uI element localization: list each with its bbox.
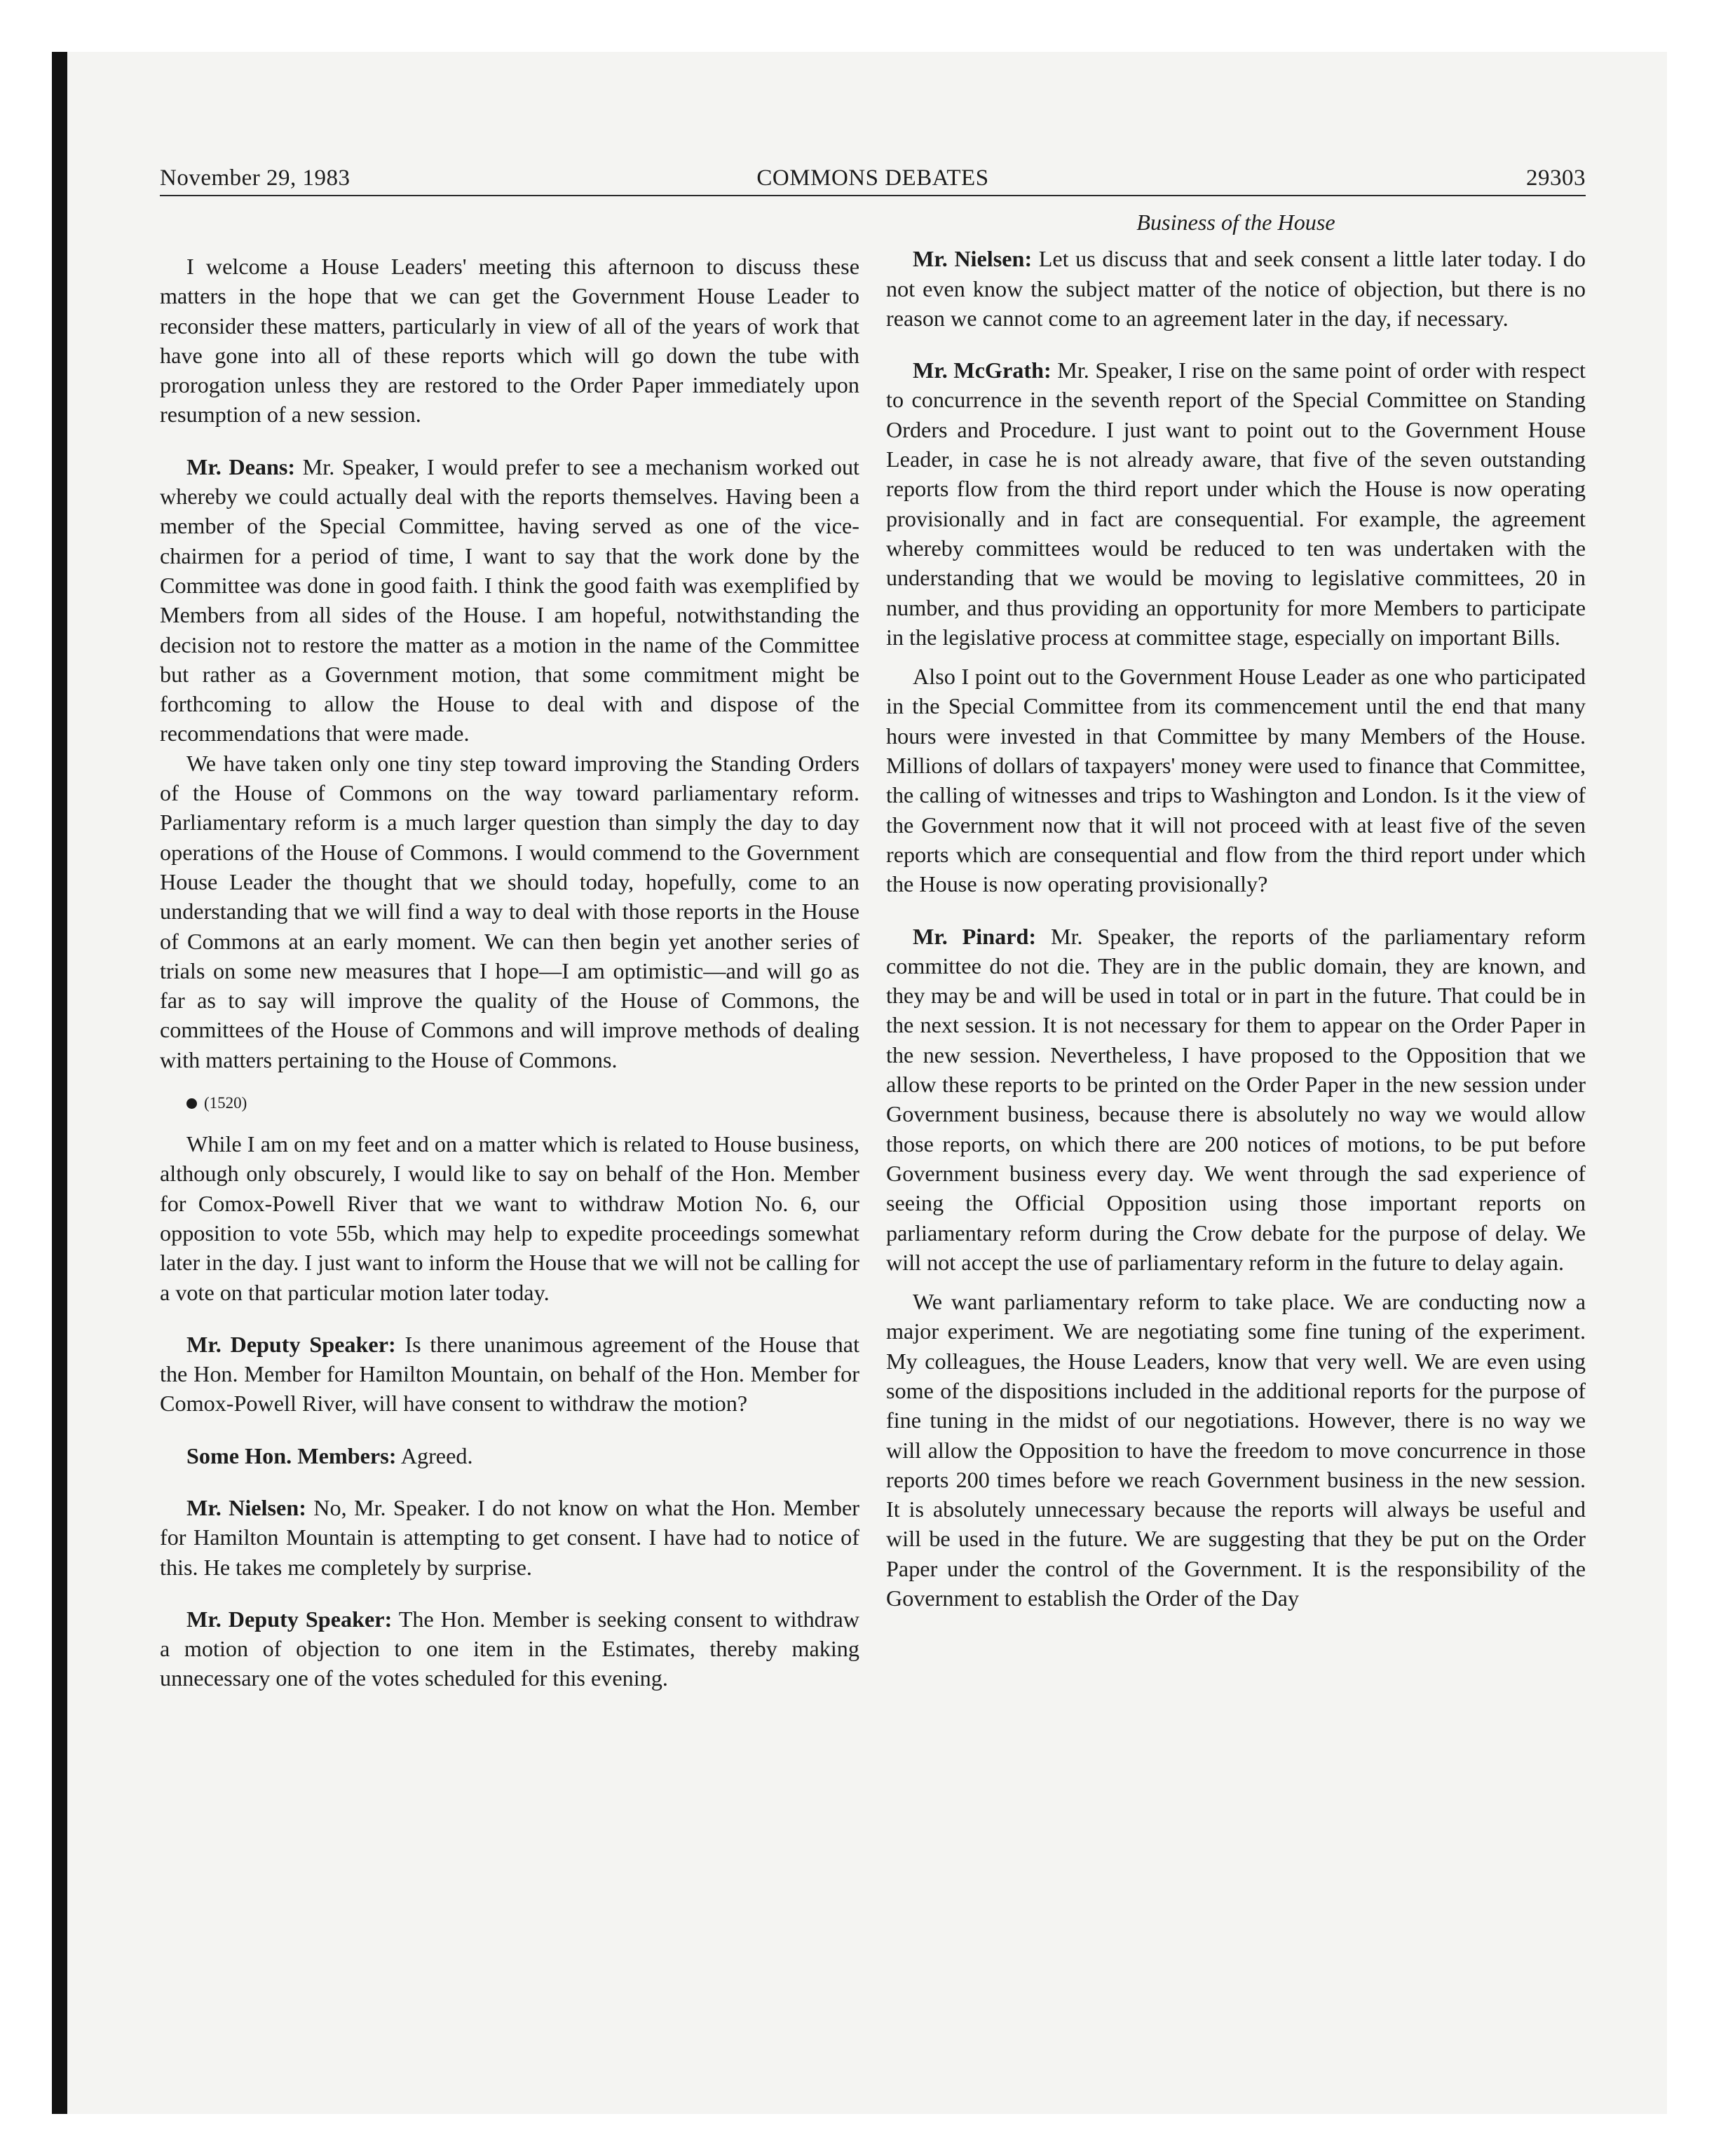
- left-column: [160, 252, 859, 1693]
- speaker-name: Mr. Nielsen:: [913, 246, 1033, 272]
- speech-text: Mr. Speaker, the reports of the parliamentary reform committee do not die. They are in the public domain, they are known, and they may be and will be used in total or in part in the future. That could be in the next session. It is not necessary for them to appear on the Order Paper in the new session. Nevertheless, I have proposed to the Opposition that we allow these reports to be printed on the Order Paper in the new session under Government business, because there is absolutely no way we would allow those reports, on which there are 200 notices of motions, to be put before Government business every day. We went through the sad experience of seeing the Official Opposition using those important reports on parliamentary reform during the Crow debate for the purpose of delay. We will not accept the use of parliamentary reform in the future to delay again.: [886, 923, 1586, 1275]
- speech-nielsen: [160, 1493, 859, 1582]
- speaker-name: Mr. McGrath:: [913, 357, 1052, 383]
- paragraph: We want parliamentary reform to take place. We are conducting now a major experiment. We are negotiating some fine tuning of the experiment. My colleagues, the House Leaders, know that very well. We are even using some of the dispositions included in the additional reports for the purpose of fine tuning in the midst of our negotiations. However, there is no way we will allow the Opposition to have the freedom to move concurrence in those reports 200 times before we reach Government business in the new session. It is absolutely unnecessary because the reports will always be useful and will be used in the future. We are suggesting that they be put on the Order Paper under the control of the Government. It is the responsibility of the Government to establish the Order of the Day: [886, 1289, 1586, 1611]
- speech-mcgrath: [886, 355, 1586, 652]
- paragraph: We have taken only one tiny step toward improving the Standing Orders of the House of Commons on the way toward parliamentary reform. Parliamentary reform is a much larger question than simply the day to day operations of the House of Commons. I would commend to the Government House Leader the thought that we should today, hopefully, come to an understanding that we will find a way to deal with those reports in the House of Commons at an early moment. We can then begin yet another series of trials on some new measures that I hope—I am optimistic—and will go as far as to say will improve the quality of the House of Commons, the committees of the House of Commons and will improve methods of dealing with matters pertaining to the House of Commons.: [160, 750, 859, 1072]
- speech-text: Agreed.: [396, 1442, 473, 1468]
- section-heading: Business of the House: [1136, 210, 1335, 235]
- paragraph: While I am on my feet and on a matter which is related to House business, although only obscurely, I would like to say on behalf of the Hon. Member for Comox-Powell River that we want to withdraw Motion No. 6, our opposition to vote 55b, which may help to expedite proceedings somewhat later in the day. I just want to inform the House that we will not be calling for a vote on that particular motion later today.: [160, 1131, 859, 1305]
- header-rule: [160, 195, 1586, 196]
- scan-edge: [52, 52, 67, 2114]
- time-marker-text: (1520): [204, 1094, 247, 1112]
- running-header: [160, 163, 1586, 193]
- speech-text: Is there unanimous agreement of the House that the Hon. Member for Hamilton Mountain, on behalf of the Hon. Member for Comox-Powell River, will have consent to withdraw the motion?: [160, 1331, 860, 1417]
- header-title: COMMONS DEBATES: [756, 165, 989, 191]
- speaker-name: Mr. Nielsen:: [186, 1494, 306, 1520]
- speaker-name: Mr. Pinard:: [913, 923, 1037, 949]
- speech-deputy-speaker: [160, 1330, 859, 1419]
- speech-text: Mr. Speaker, I rise on the same point of order with respect to concurrence in the seventh report of the Special Committee on Standing Orders and Procedure. I just want to point out to the Government House Leader, in case he is not already aware, that five of the seven outstanding reports flow from the third report under which the House is now operating provisionally and in fact are consequential. For example, the agreement whereby committees would be reduced to ten was undertaken with the understanding that we would be moving to legislative committees, 20 in number, and thus providing an opportunity for more Members to participate in the legislative process at committee stage, especially on important Bills.: [886, 357, 1586, 650]
- speech-text: The Hon. Member is seeking consent to withdraw a motion of objection to one item in the Estimates, thereby making unnecessary one of the votes scheduled for this evening.: [160, 1606, 860, 1691]
- bullet-icon: [186, 1098, 197, 1109]
- speaker-name: Mr. Deans:: [186, 453, 296, 479]
- speech-text: Let us discuss that and seek consent a little later today. I do not even know the subject matter of the notice of objection, but there is no reason we cannot come to an agreement later in the day, if necessary.: [886, 246, 1586, 331]
- speech-members: [160, 1441, 859, 1471]
- right-column: [886, 207, 1586, 1613]
- time-marker: [160, 1093, 859, 1114]
- speech-nielsen: [886, 244, 1586, 333]
- speech-text: Mr. Speaker, I would prefer to see a mechanism worked out whereby we could actually deal with the reports themselves. Having been a member of the Special Committee, having served as one of the vice-chairmen for a period of time, I want to say that the work done by the Committee was done in good faith. I think the good faith was exemplified by Members from all sides of the House. I am hopeful, notwithstanding the decision not to restore the matter as a motion in the name of the Committee but rather as a Government motion, that some commitment might be forthcoming to allow the House to deal with and dispose of the recommendations that were made.: [160, 453, 859, 746]
- speech-pinard: [886, 922, 1586, 1278]
- speech-text: No, Mr. Speaker. I do not know on what the Hon. Member for Hamilton Mountain is attempting to get consent. I have had to notice of this. He takes me completely by surprise.: [160, 1494, 859, 1580]
- speaker-name: Mr. Deputy Speaker:: [186, 1606, 393, 1632]
- speaker-name: Mr. Deputy Speaker:: [186, 1331, 396, 1357]
- speech-deans: [160, 452, 859, 749]
- paragraph: Also I point out to the Government House Leader as one who participated in the Special Committee from its commencement until the end that many hours were invested in that Committee by many Members of the House. Millions of dollars of taxpayers' money were used to finance that Committee, the calling of witnesses and trips to Washington and London. Is it the view of the Government now that it will not proceed with at least five of the seven reports which are consequential and flow from the third report under which the House is now operating provisionally?: [886, 664, 1586, 897]
- header-page-number: 29303: [1526, 165, 1586, 191]
- speech-deputy-speaker: [160, 1604, 859, 1693]
- paragraph: I welcome a House Leaders' meeting this afternoon to discuss these matters in the hope that we can get the Government House Leader to reconsider these matters, particularly in view of all of the years of work that have gone into all of these reports which will go down the tube with prorogation unless they are restored to the Order Paper immediately upon resumption of a new session.: [160, 254, 859, 428]
- speaker-name: Some Hon. Members:: [186, 1442, 397, 1468]
- header-date: November 29, 1983: [160, 165, 351, 191]
